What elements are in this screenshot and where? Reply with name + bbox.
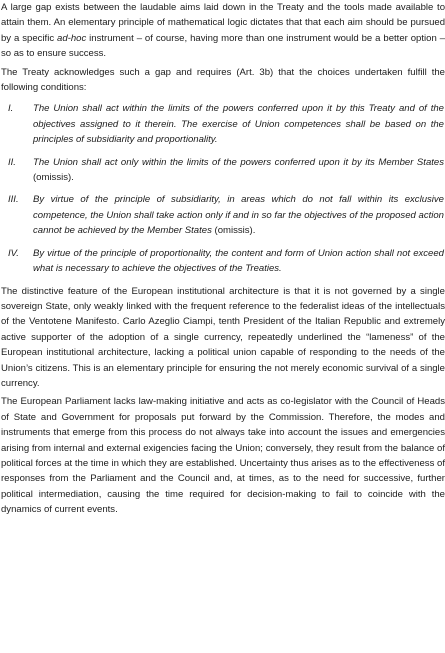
ad-hoc-term: ad-hoc [57, 32, 87, 44]
condition-item [1, 246, 445, 277]
paragraph-aims-gap-end: instrument – of course, having more than one instrument would be a better option – so as to ensure success. [1, 32, 445, 60]
omissis-note: (omissis). [33, 172, 74, 184]
conditions-list [1, 101, 445, 276]
paragraph-treaty-conditions: The Treaty acknowledges such a gap and requires (Art. 3b) that the choices undertaken fulfill the following conditions: [1, 66, 445, 94]
document-page [1, 0, 445, 518]
condition-numeral: I. [8, 103, 14, 115]
condition-text: The Union shall act within the limits of the powers conferred upon it by this Treaty and of the objectives assigned to it therein. The exercise of Union competences shall be based on the principles of subsidiarity and proportionality. [33, 103, 444, 146]
omissis-note: (omissis). [211, 225, 256, 237]
paragraph-institutional-architecture: The distinctive feature of the European institutional architecture is that it is not governed by a single sovereign State, only weakly linked with the frequent reference to the federalist ideas of the intellectuals of the Ventotene Manifesto. Carlo Azeglio Ciampi, tenth President of the Italian Republic and extremely active supporter of the adoption of a single currency, repeatedly underlined the “lameness” of the European institutional architecture, lacking a political union capable of responding to the needs of the Union’s citizens. This is an elementary principle for ensuring the not merely economic survival of a single currency. [1, 285, 445, 389]
condition-text: The Union shall act only within the limits of the powers conferred upon it by its Member States (omissis). [33, 156, 444, 184]
condition-numeral: IV. [8, 247, 19, 259]
condition-item [1, 155, 445, 186]
paragraph-aims-gap-start: A large gap exists between the laudable aims laid down in the Treaty and the tools made available to attain them. An elementary principle of mathematical logic dictates that that each aim should be pursued by a specific [1, 2, 445, 44]
condition-item [1, 192, 445, 238]
condition-numeral: III. [8, 194, 19, 206]
condition-text: By virtue of the principle of subsidiarity, in areas which do not fall within its exclusive competence, the Union shall take action only if and in so far the objectives of the proposed action cannot be achieved by the Member States (omissis). [33, 194, 444, 237]
paragraph-european-parliament: The European Parliament lacks law-making initiative and acts as co-legislator with the Council of Heads of State and Government for proposals put forward by the Commission. Therefore, the modes and instruments that emerge from this process do not always take into account the issues and emergencies arising from internal and external exigencies facing the Union; conversely, they result from the balance of political forces at the time in which they are established. Uncertainty thus arises as to the effectiveness of responses from the Parliament and the Council and, at times, as to the need for successive, further political intermediation, causing the time required for decision-making to fail to coincide with the dynamics of current events. [1, 396, 445, 516]
condition-numeral: II. [8, 156, 16, 168]
condition-item [1, 101, 445, 147]
condition-text: By virtue of the principle of proportionality, the content and form of Union action shall not exceed what is necessary to achieve the objectives of the Treaties. [33, 247, 444, 275]
paragraph-aims-gap [1, 0, 445, 62]
